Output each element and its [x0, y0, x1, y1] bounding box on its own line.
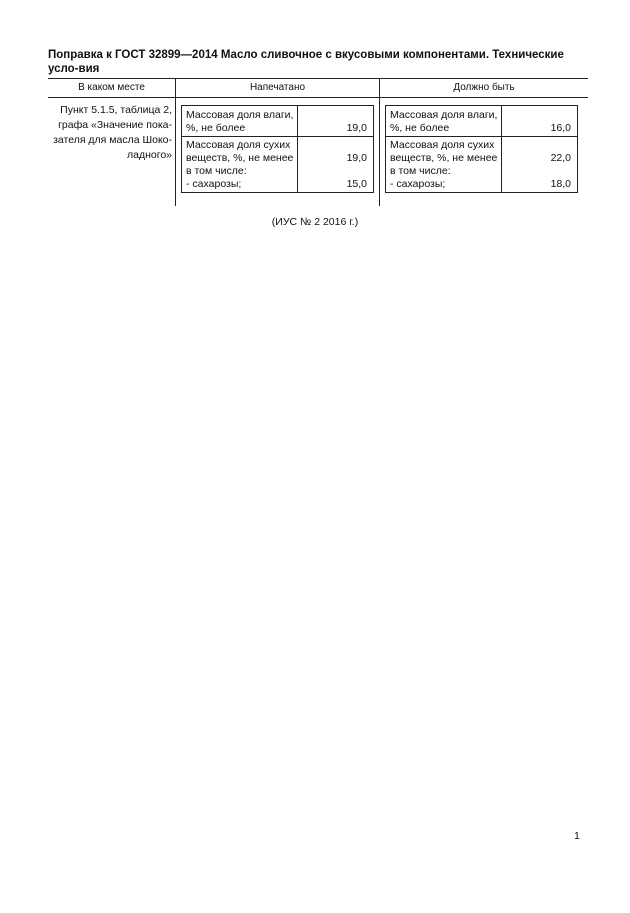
- printed-sucrose-value: 15,0: [346, 178, 367, 190]
- printed-table: [181, 105, 374, 193]
- printed-solids-line3: в том числе:: [186, 165, 247, 177]
- should-be-sucrose-value: 18,0: [550, 178, 571, 190]
- printed-solids-line2: веществ, %, не менее: [186, 152, 294, 164]
- table-header-rule: [48, 97, 588, 98]
- printed-moisture-line1: Массовая доля влаги,: [186, 109, 294, 121]
- printed-table-row-rule: [182, 136, 373, 137]
- should-be-table-row-rule: [386, 136, 577, 137]
- should-be-table-divider: [501, 106, 502, 192]
- document-title: Поправка к ГОСТ 32899—2014 Масло сливочное с вкусовыми компонентами. Технические усло-вия: [48, 49, 564, 75]
- printed-sucrose-label: - сахарозы;: [186, 178, 242, 190]
- printed-table-divider: [297, 106, 298, 192]
- table-col-divider-1: [175, 78, 176, 206]
- should-be-solids-line3: в том числе:: [390, 165, 451, 177]
- printed-moisture-line2: %, не более: [186, 122, 246, 134]
- header-printed: Напечатано: [249, 82, 306, 93]
- table-col-divider-2: [379, 78, 380, 206]
- should-be-moisture-line1: Массовая доля влаги,: [390, 109, 498, 121]
- printed-solids-line1: Массовая доля сухих: [186, 139, 291, 151]
- header-where: В каком месте: [78, 82, 145, 93]
- source-reference: (ИУС № 2 2016 г.): [271, 216, 359, 228]
- printed-moisture-value: 19,0: [346, 122, 367, 134]
- should-be-solids-line2: веществ, %, не менее: [390, 152, 498, 164]
- should-be-table: [385, 105, 578, 193]
- table-top-rule: [48, 78, 588, 79]
- should-be-sucrose-label: - сахарозы;: [390, 178, 446, 190]
- should-be-solids-line1: Массовая доля сухих: [390, 139, 495, 151]
- header-should-be: Должно быть: [453, 82, 515, 93]
- should-be-moisture-value: 16,0: [550, 122, 571, 134]
- printed-solids-value: 19,0: [346, 152, 367, 164]
- should-be-moisture-line2: %, не более: [390, 122, 450, 134]
- should-be-solids-value: 22,0: [550, 152, 571, 164]
- page-number: 1: [574, 830, 580, 842]
- correction-location: Пункт 5.1.5, таблица 2, графа «Значение пока-зателя для масла Шоко-ладного»: [53, 104, 172, 161]
